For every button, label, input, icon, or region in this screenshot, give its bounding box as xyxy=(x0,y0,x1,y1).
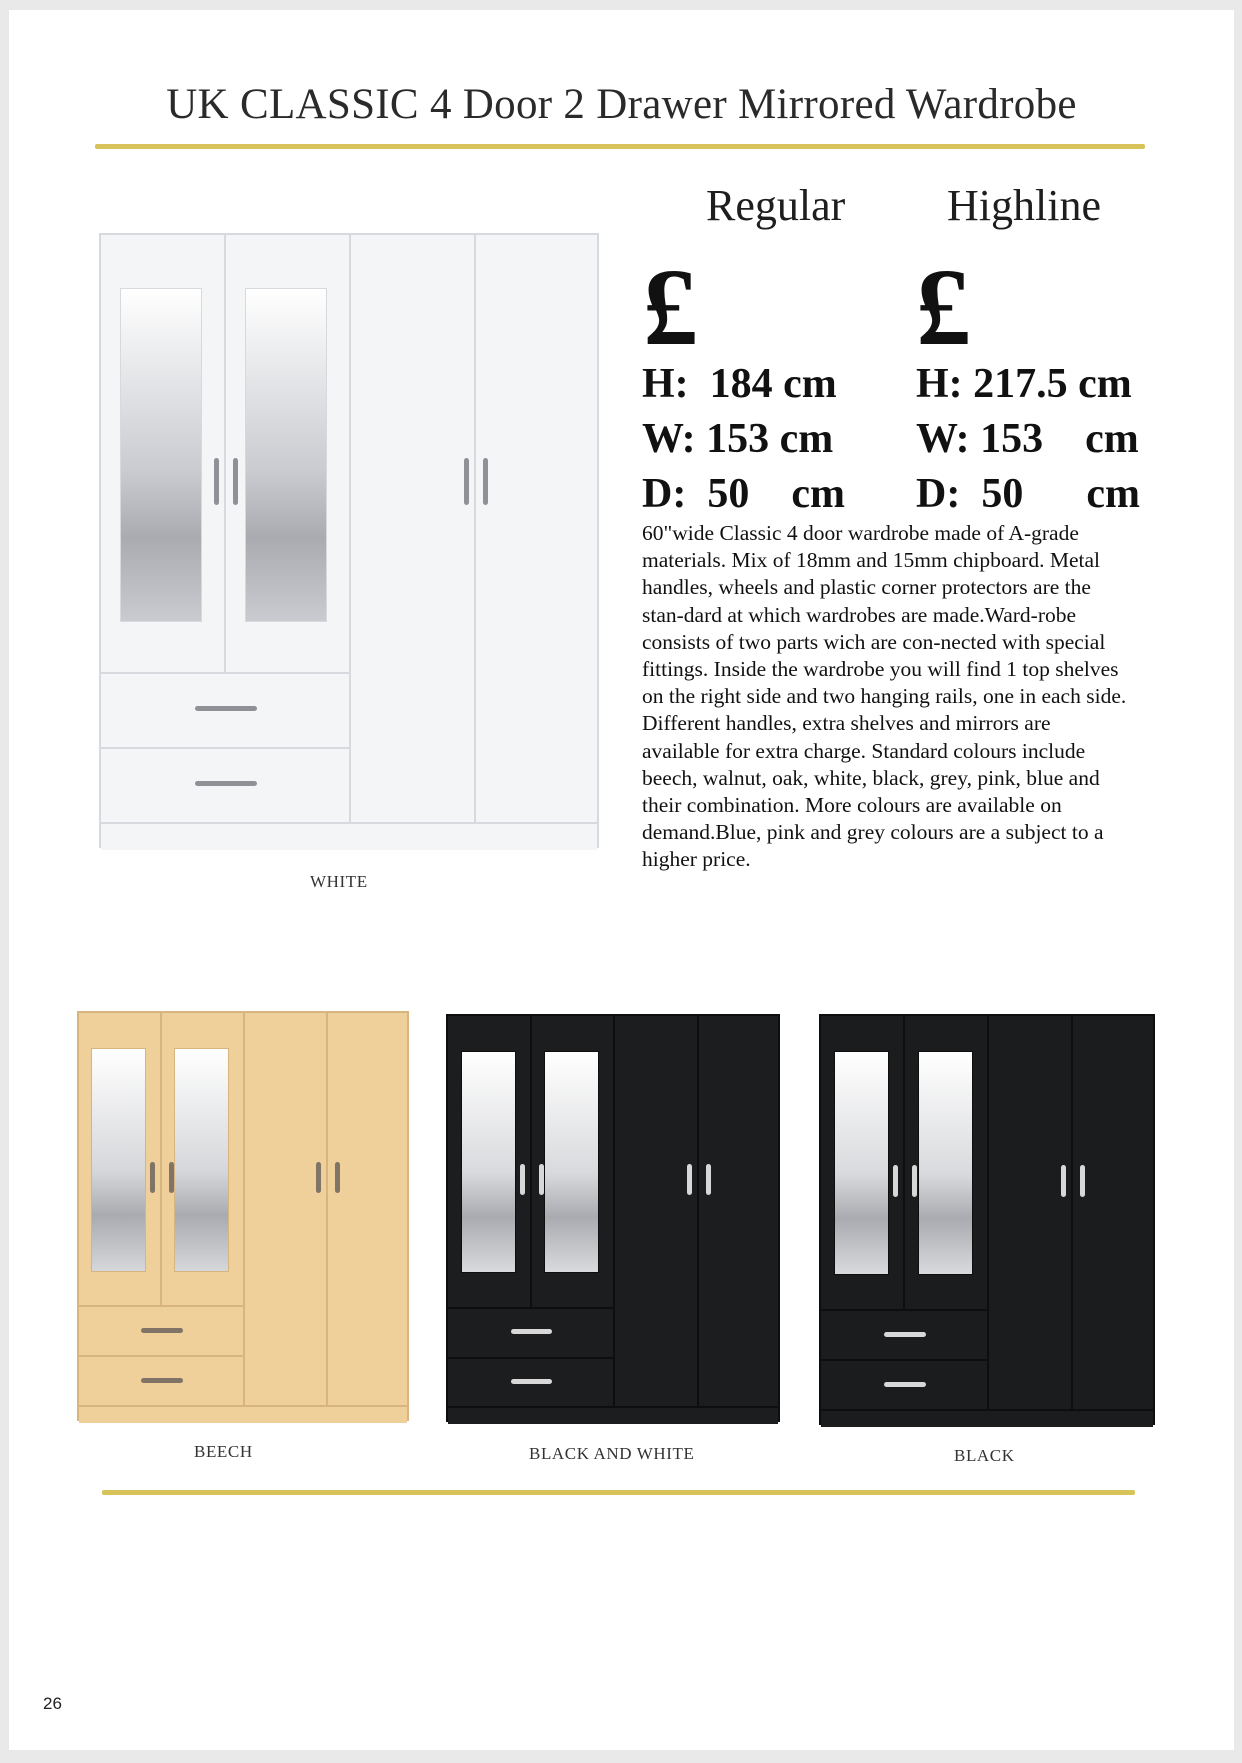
door-handle xyxy=(520,1164,525,1195)
door-handle xyxy=(169,1162,174,1193)
wardrobe-door xyxy=(328,1013,411,1405)
drawer-handle xyxy=(884,1382,926,1387)
door-handle xyxy=(233,458,238,505)
regular-price-symbol: £ xyxy=(643,246,698,368)
gold-rule-bottom xyxy=(102,1490,1135,1495)
wardrobe-image-white xyxy=(99,233,599,848)
drawer-handle xyxy=(884,1332,926,1337)
wardrobe-mirror xyxy=(544,1051,599,1273)
highline-depth: D: 50 cm xyxy=(916,471,1140,517)
wardrobe-door xyxy=(989,1016,1073,1409)
drawer-handle xyxy=(511,1379,553,1384)
caption-white: WHITE xyxy=(310,872,368,891)
door-handle xyxy=(912,1165,917,1196)
catalogue-page xyxy=(9,10,1234,1750)
door-handle xyxy=(464,458,469,505)
door-handle xyxy=(150,1162,155,1193)
wardrobe-mirror xyxy=(91,1048,146,1271)
drawer-handle xyxy=(141,1378,183,1383)
wardrobe-mirror xyxy=(918,1051,973,1275)
door-handle xyxy=(483,458,488,505)
wardrobe-mirror xyxy=(834,1051,889,1275)
wardrobe-door xyxy=(699,1016,783,1406)
caption-beech: BEECH xyxy=(194,1442,253,1461)
door-handle xyxy=(316,1162,321,1193)
regular-width: W: 153 cm xyxy=(642,416,834,462)
highline-heading: Highline xyxy=(947,181,1101,230)
wardrobe-mirror xyxy=(174,1048,229,1271)
product-description: 60"wide Classic 4 door wardrobe made of A-grade materials. Mix of 18mm and 15mm chipboard. Metal handles, wheels and plastic corner protectors are the stan-dard at which wardrobes are made.Ward-robe consists of two parts wich are con-nected with special fittings. Inside the wardrobe you will find 1 top shelves on the right side and two hanging rails, one in each side. Different handles, extra shelves and mirrors are available for extra charge. Standard colours include beech, walnut, oak, white, black, grey, pink, blue and their combination. More colours are available on demand.Blue, pink and grey colours are a subject to a higher price. xyxy=(642,521,1127,872)
page-title: UK CLASSIC 4 Door 2 Drawer Mirrored Wardrobe xyxy=(166,81,1077,128)
caption-black: BLACK xyxy=(954,1446,1015,1465)
wardrobe-image-black-and-white xyxy=(446,1014,780,1422)
wardrobe-door xyxy=(245,1013,328,1405)
wardrobe-mirror xyxy=(461,1051,516,1273)
wardrobe-plinth xyxy=(79,1405,407,1423)
drawer-handle xyxy=(141,1328,183,1333)
drawer-handle xyxy=(195,781,258,786)
door-handle xyxy=(1061,1165,1066,1196)
wardrobe-plinth xyxy=(821,1409,1153,1427)
wardrobe-mirror xyxy=(245,288,328,623)
wardrobe-plinth xyxy=(448,1406,778,1424)
highline-price-symbol: £ xyxy=(916,246,971,368)
regular-height: H: 184 cm xyxy=(642,361,837,407)
caption-black-and-white: BLACK AND WHITE xyxy=(529,1444,695,1463)
door-handle xyxy=(706,1164,711,1195)
door-handle xyxy=(687,1164,692,1195)
page-number: 26 xyxy=(43,1694,62,1713)
wardrobe-door xyxy=(615,1016,699,1406)
regular-depth: D: 50 cm xyxy=(642,471,845,517)
wardrobe-image-black xyxy=(819,1014,1155,1425)
highline-width: W: 153 cm xyxy=(916,416,1139,462)
regular-heading: Regular xyxy=(706,181,846,230)
door-handle xyxy=(335,1162,340,1193)
wardrobe-plinth xyxy=(101,822,597,850)
wardrobe-door xyxy=(1073,1016,1157,1409)
wardrobe-mirror xyxy=(120,288,203,623)
drawer-handle xyxy=(195,706,258,711)
wardrobe-door xyxy=(476,235,601,822)
drawer-handle xyxy=(511,1329,553,1334)
door-handle xyxy=(1080,1165,1085,1196)
door-handle xyxy=(539,1164,544,1195)
gold-rule-top xyxy=(95,144,1145,149)
highline-height: H: 217.5 cm xyxy=(916,361,1132,407)
door-handle xyxy=(214,458,219,505)
wardrobe-image-beech xyxy=(77,1011,409,1421)
door-handle xyxy=(893,1165,898,1196)
wardrobe-door xyxy=(351,235,476,822)
